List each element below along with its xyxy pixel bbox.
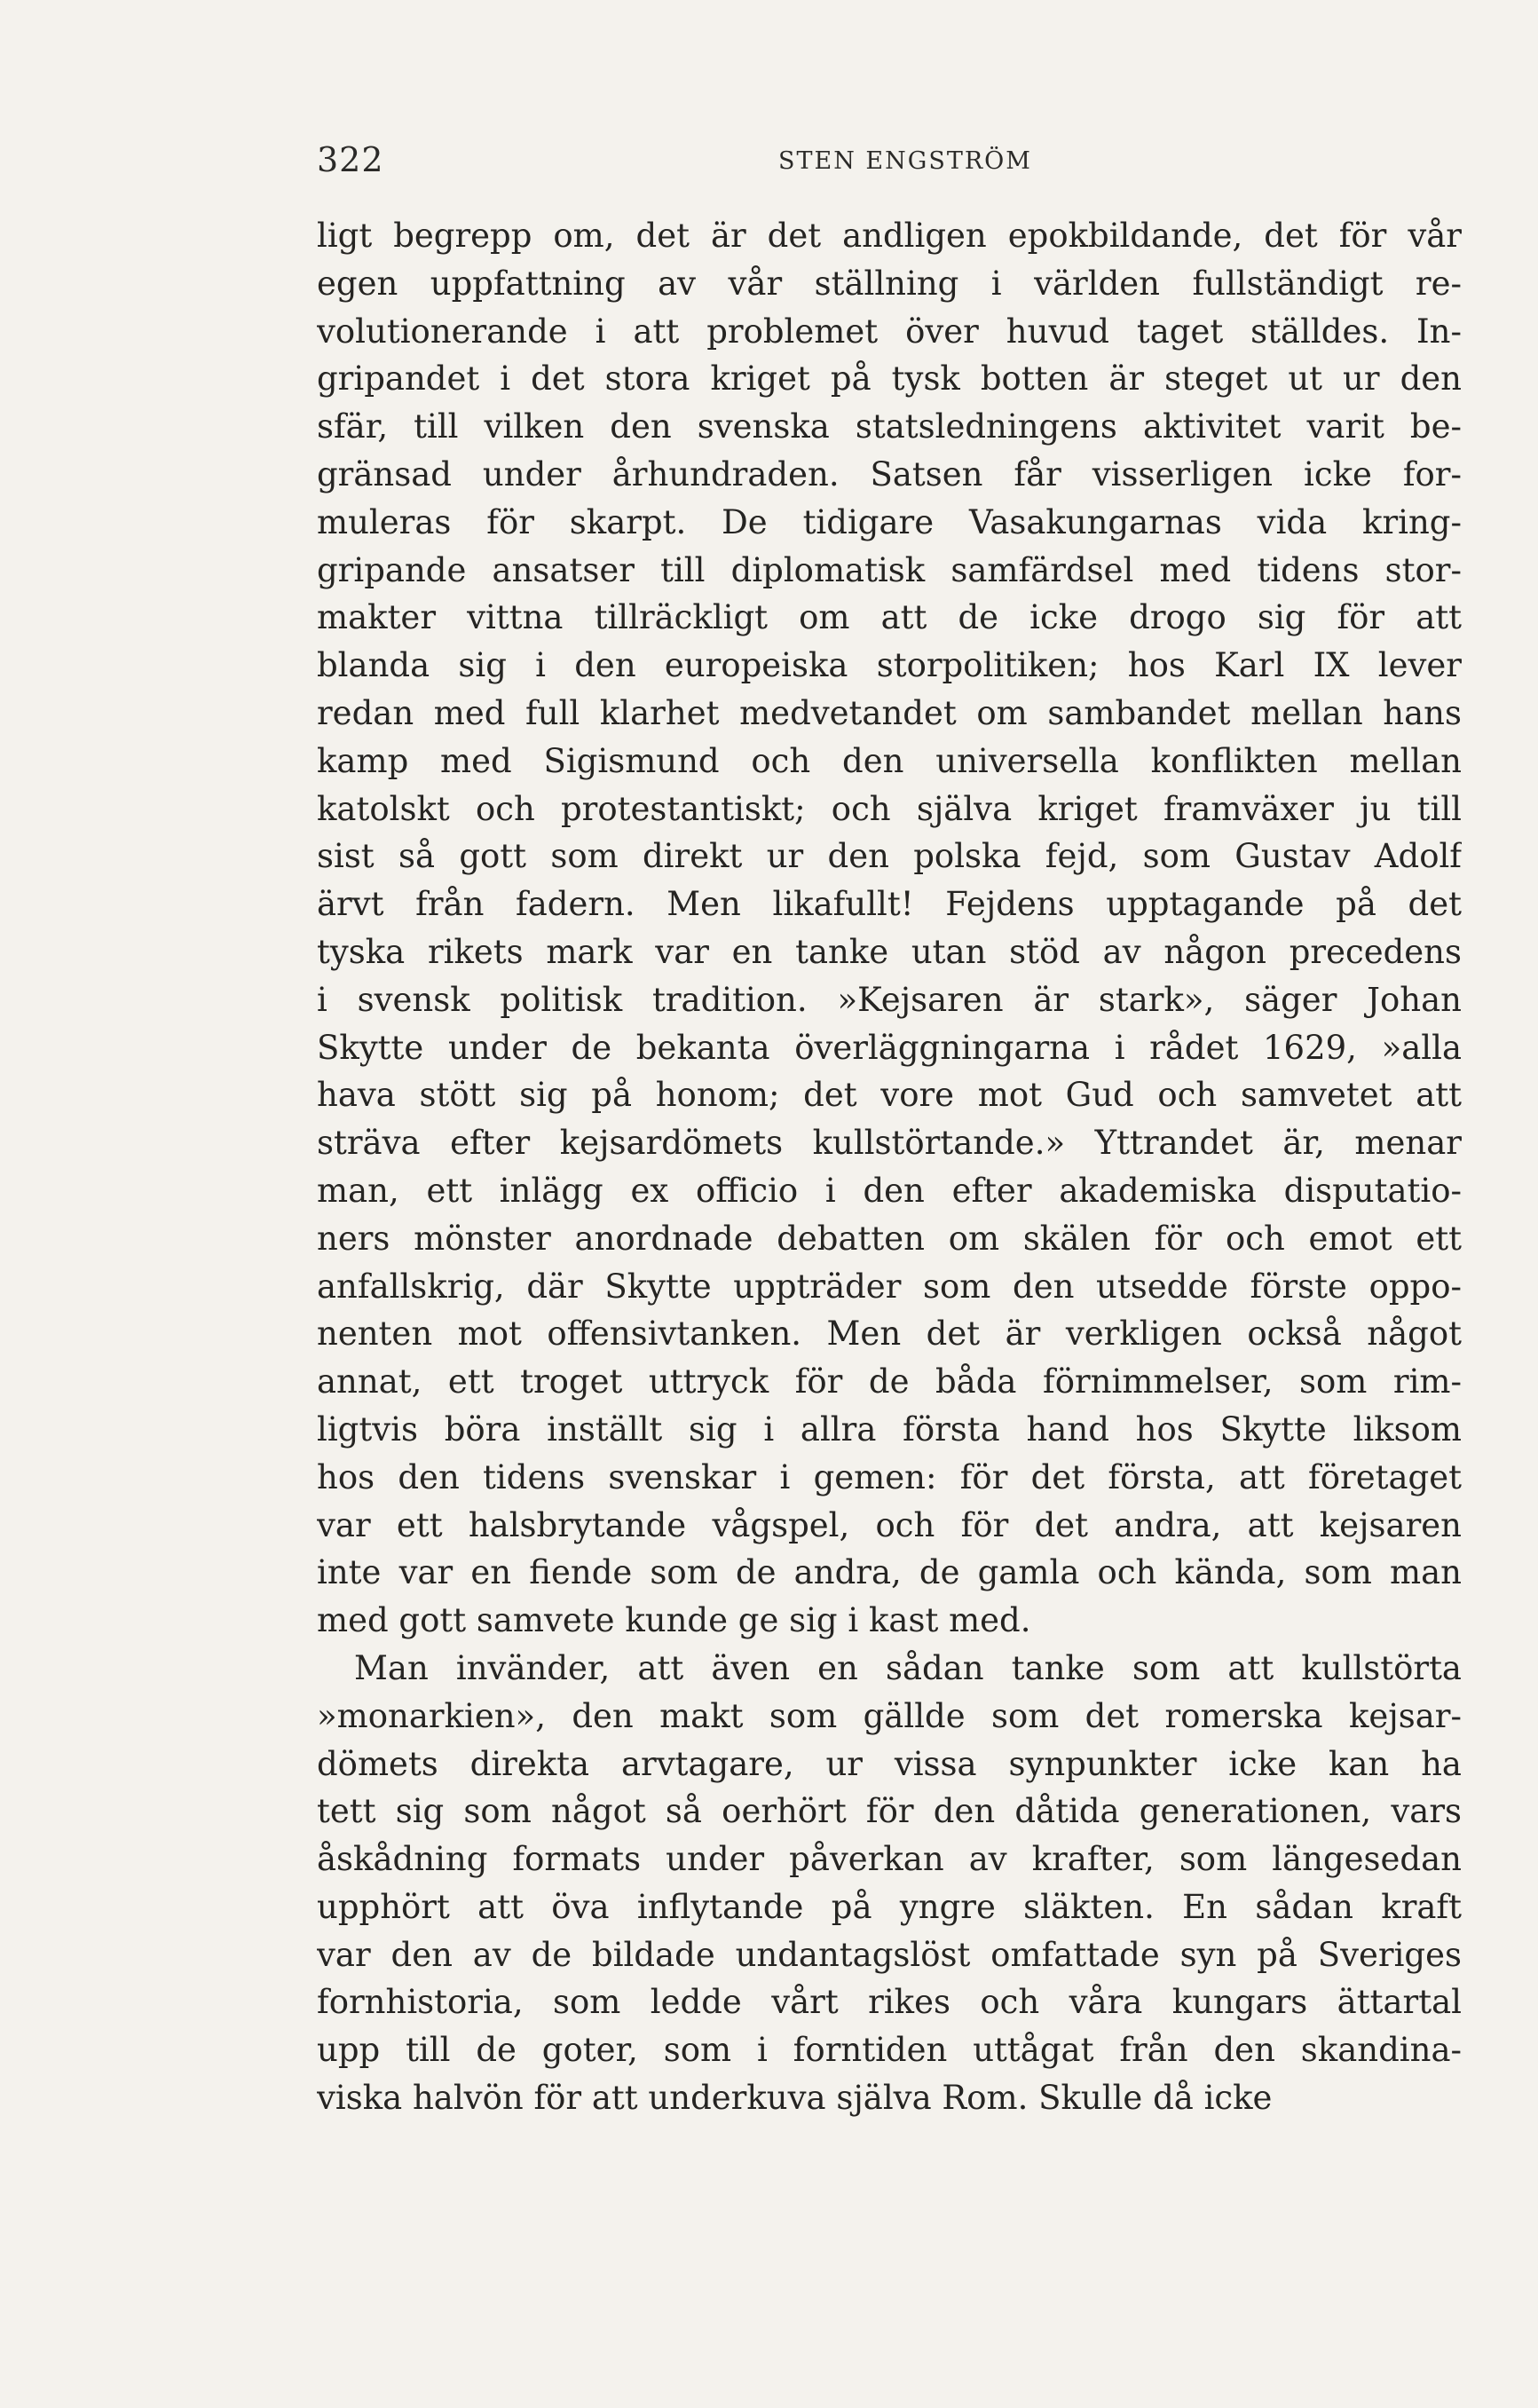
text-line: tyska rikets mark var en tanke utan stöd av någon precedens	[317, 932, 1462, 971]
text-line: gränsad under århundraden. Satsen får visserligen icke for-	[317, 454, 1462, 493]
text-line: makter vittna tillräckligt om att de icke drogo sig för att	[317, 598, 1462, 637]
text-line: man, ett inlägg ex officio i den efter akademiska disputatio-	[317, 1171, 1462, 1210]
text-line: åskådning formats under påverkan av krafter, som längesedan	[317, 1840, 1462, 1879]
text-line: »monarkien», den makt som gällde som det romerska kejsar-	[317, 1696, 1462, 1735]
text-line: inte var en fiende som de andra, de gamla och kända, som man	[317, 1553, 1462, 1592]
text-line: dömets direkta arvtagare, ur vissa synpunkter icke kan ha	[317, 1744, 1462, 1783]
text-line: sist så gott som direkt ur den polska fejd, som Gustav Adolf	[317, 837, 1462, 876]
text-line: Skytte under de bekanta överläggningarna i rådet 1629, »alla	[317, 1028, 1462, 1067]
text-line: viska halvön för att underkuva själva Rom. Skulle då icke	[317, 2079, 1273, 2118]
text-line: fornhistoria, som ledde vårt rikes och våra kungars ättartal	[317, 1983, 1462, 2022]
text-line: ners mönster anordnade debatten om skälen för och emot ett	[317, 1219, 1462, 1258]
text-line: anfallskrig, där Skytte uppträder som den utsedde förste oppo-	[317, 1267, 1462, 1306]
text-line: var ett halsbrytande vågspel, och för det andra, att kejsaren	[317, 1505, 1462, 1544]
text-line: ligt begrepp om, det är det andligen epokbildande, det för vår	[317, 217, 1462, 255]
running-head: STEN ENGSTRÖM	[778, 147, 1032, 175]
text-line: blanda sig i den europeiska storpolitiken; hos Karl IX lever	[317, 646, 1462, 685]
text-line: upphört att öva inflytande på yngre släkten. En sådan kraft	[317, 1887, 1462, 1926]
text-line: var den av de bildade undantagslöst omfattade syn på Sveriges	[317, 1935, 1462, 1974]
body-text	[317, 212, 1462, 2122]
text-line: volutionerande i att problemet över huvud taget ställdes. In-	[317, 312, 1462, 351]
paragraph	[317, 1645, 1462, 2122]
text-line: gripande ansatser till diplomatisk samfärdsel med tidens stor-	[317, 550, 1462, 589]
text-line: hos den tidens svenskar i gemen: för det första, att företaget	[317, 1457, 1462, 1496]
text-line: hava stött sig på honom; det vore mot Gud och samvetet att	[317, 1076, 1462, 1115]
text-line: muleras för skarpt. De tidigare Vasakungarnas vida kring-	[317, 502, 1462, 541]
text-line: egen uppfattning av vår ställning i världen fullständigt re-	[317, 264, 1462, 303]
text-line: ärvt från fadern. Men likafullt! Fejdens upptagande på det	[317, 885, 1462, 924]
text-line: gripandet i det stora kriget på tysk botten är steget ut ur den	[317, 359, 1462, 399]
text-line: ligtvis böra inställt sig i allra första hand hos Skytte liksom	[317, 1409, 1462, 1449]
text-line: kamp med Sigismund och den universella konflikten mellan	[317, 741, 1462, 780]
text-line: sfär, till vilken den svenska statsledningens aktivitet varit be-	[317, 407, 1462, 446]
text-line: Man invänder, att även en sådan tanke som att kullstörta	[354, 1648, 1462, 1687]
text-line: nenten mot offensivtanken. Men det är verkligen också något	[317, 1315, 1462, 1354]
text-line: upp till de goter, som i forntiden uttågat från den skandina-	[317, 2031, 1462, 2070]
paragraph	[317, 212, 1462, 1645]
text-line: katolskt och protestantiskt; och själva kriget framväxer ju till	[317, 789, 1462, 828]
text-line: tett sig som något så oerhört för den dåtida generationen, vars	[317, 1792, 1462, 1831]
page-number: 322	[317, 140, 384, 179]
text-line: annat, ett troget uttryck för de båda förnimmelser, som rim-	[317, 1362, 1462, 1401]
text-line: med gott samvete kunde ge sig i kast med.	[317, 1601, 1031, 1640]
page-header	[317, 140, 1462, 193]
text-line: redan med full klarhet medvetandet om sambandet mellan hans	[317, 693, 1462, 732]
text-line: i svensk politisk tradition. »Kejsaren är stark», säger Johan	[317, 980, 1462, 1019]
text-line: sträva efter kejsardömets kullstörtande.» Yttrandet är, menar	[317, 1124, 1462, 1163]
